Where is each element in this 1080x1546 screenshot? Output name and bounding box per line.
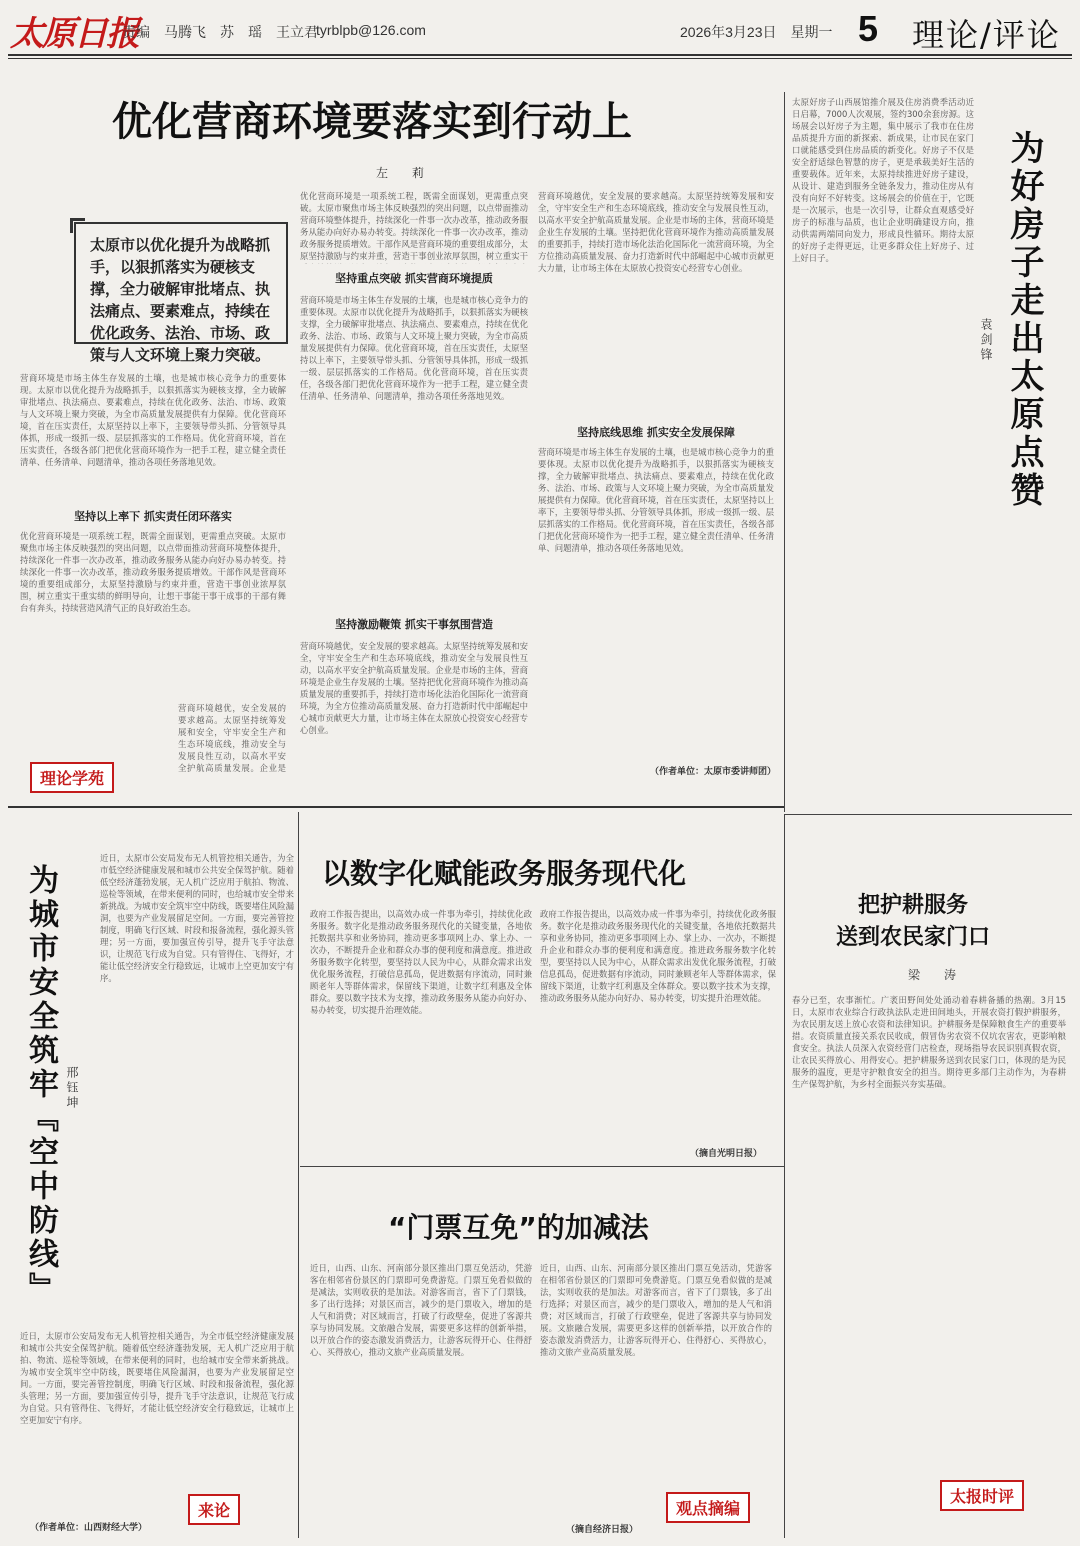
digital-bottom-rule <box>300 1166 784 1167</box>
right-col-divider <box>784 92 785 812</box>
publish-date: 2026年3月23日 星期一 <box>680 24 833 40</box>
newspaper-logo: 太原日报 <box>10 14 138 54</box>
main-body-col1c: 营商环境越优，安全发展的要求越高。太原坚持统筹发展和安全，守牢安全生产和生态环境底线，推动安全与发展良性互动，以高水平安全护航高质量发展。企业是 <box>178 703 286 773</box>
left-article-body: 近日，太原市公安局发布无人机管控相关通告，为全市低空经济健康发展和城市公共安全保驾护航。随着低空经济蓬勃发展，无人机广泛应用于航拍、物流、巡检等领域，在带来便利的同时，也给城市安全带来新挑战。为城市安全筑牢空中防线，既要堵住风险漏洞，也要为产业发展留足空间。一方面，要完善管控制度，明确飞行区域、时段和报备流程，强化源头管理；另一方面，要加强宣传引导，提升飞手守法意识，让规范飞行成为自觉。只有管得住、飞得好，才能让低空经济安全行稳致远，让城市上空更加安宁有序。 <box>100 853 294 983</box>
main-body-col1b: 优化营商环境是一项系统工程，既需全面谋划，更需重点突破。太原市聚焦市场主体反映强烈的突出问题，以点带面推动营商环境整体提升，持续深化一件事一次办改革，推动政务服务从能办向好办易办转变。持续深化一件事一次办改革，推动政务服务提质增效。干部作风是营商环境的重要组成部分，太原坚持激励与约束并重，营造干事创业浓厚氛围，树立重实干重实绩的鲜明导向，让想干事能干事干成事的干部有舞台有奔头，持续营造风清气正的良好政治生态。 <box>20 531 286 613</box>
email-address: tyrblpb@126.com <box>316 22 426 38</box>
digital-headline: 以数字化赋能政务服务现代化 <box>322 857 687 890</box>
main-subhead-2: 坚持重点突破 抓实营商环境提质 <box>335 272 493 285</box>
left-col-divider <box>298 812 299 1538</box>
tag-laisun: 来论 <box>188 1494 240 1525</box>
farm-body: 春分已至，农事渐忙。广袤田野间处处涌动着春耕备播的热潮。3月15日，太原市农业综合行政执法队走进田间地头，开展农资打假护耕服务，为农民朋友送上放心农资和法律知识。护耕服务是保障粮食生产的重要举措。农资质量直接关系农民收成，假冒伪劣农资不仅坑农害农，更影响粮食安全。执法人员深入农资经营门店检查，现场指导农民识别真假农资，让农民买得放心、用得安心。把护耕服务送到农民家门口，体现的是为民服务的温度，更是守护粮食安全的担当。期待更多部门主动作为，为春耕生产保驾护航，为乡村全面振兴夯实基础。 <box>792 995 1066 1089</box>
mid-rule <box>8 806 784 808</box>
tag-taibao: 太报时评 <box>940 1480 1024 1511</box>
ticket-headline: “门票互免”的加减法 <box>388 1211 649 1244</box>
top-rule-thin <box>8 58 1072 59</box>
left-article-headline: 为城市安全筑牢『空中防线』 <box>23 864 58 1306</box>
right-mid-rule <box>784 814 1072 815</box>
main-body-col2b: 营商环境是市场主体生存发展的土壤，也是城市核心竞争力的重要体现。太原市以优化提升为战略抓手，以狠抓落实为硬核支撑，全力破解审批堵点、执法痛点、要素难点，持续在优化政务、法治、市场、政策与人文环境上聚力突破，为全市高质量发展提供有力保障。优化营商环境，首在压实责任，太原坚持以上率下，主要领导带头抓、分管领导具体抓，形成一级抓一级、层层抓落实的工作格局。优化营商环境，首在压实责任，各级各部门把优化营商环境作为一把手工程，建立健全责任清单、任务清单、问题清单，推动各项任务落地见效。 <box>300 295 528 401</box>
main-headline: 优化营商环境要落实到行动上 <box>112 99 632 145</box>
tag-theory: 理论学苑 <box>30 762 114 793</box>
lead-box: 太原市以优化提升为战略抓手，以狠抓落实为硬核支撑，全力破解审批堵点、执法痛点、要素难点，持续在优化政务、法治、市场、政策与人文环境上聚力突破。 <box>74 222 288 344</box>
main-subhead-1: 坚持以上率下 抓实责任闭环落实 <box>74 510 232 523</box>
section-title: 理论/评论 <box>912 16 1061 54</box>
main-subhead-3: 坚持激励鞭策 抓实干事氛围营造 <box>335 618 493 631</box>
top-rule <box>8 54 1072 56</box>
editor-line: 责编 马腾飞 苏 瑶 王立君 <box>122 24 318 40</box>
farm-headline-line2: 送到农民家门口 <box>836 925 991 950</box>
tag-views: 观点摘编 <box>666 1492 750 1523</box>
main-body-col2c: 营商环境越优，安全发展的要求越高。太原坚持统筹发展和安全，守牢安全生产和生态环境底线，推动安全与发展良性互动，以高水平安全护航高质量发展。企业是市场的主体，营商环境是企业生存发展的土壤。坚持把优化营商环境作为推动高质量发展的重要抓手，持续打造市场化法治化国际化一流营商环境，为全方位推动高质量发展、奋力打造新时代中部崛起中心城市贡献更大力量，让市场主体在太原放心投资安心经营专心创业。 <box>300 641 528 735</box>
left-article-body2: 近日，太原市公安局发布无人机管控相关通告，为全市低空经济健康发展和城市公共安全保驾护航。随着低空经济蓬勃发展，无人机广泛应用于航拍、物流、巡检等领域，在带来便利的同时，也给城市安全带来新挑战。为城市安全筑牢空中防线，既要堵住风险漏洞，也要为产业发展留足空间。一方面，要完善管控制度，明确飞行区域、时段和报备流程，强化源头管理；另一方面，要加强宣传引导，提升飞手守法意识，让规范飞行成为自觉。只有管得住、飞得好，才能让低空经济安全行稳致远，让城市上空更加安宁有序。 <box>20 1331 294 1425</box>
left-article-credit: （作者单位：山西财经大学） <box>30 1523 148 1533</box>
main-subhead-4: 坚持底线思维 抓实安全发展保障 <box>577 426 735 439</box>
ticket-body-col2: 近日，山西、山东、河南部分景区推出门票互免活动，凭游客在相邻省份景区的门票即可免费游览。门票互免看似做的是减法，实则收获的是加法。对游客而言，省下了门票钱，多了出行选择；对景区而言，减少的是门票收入，增加的是人气和消费；对区域而言，打破了行政壁垒，促进了客源共享与协同发展。文旅融合发展，需要更多这样的创新举措，以开放合作的姿态激发消费活力，让游客玩得开心、住得舒心、买得放心，推动文旅产业高质量发展。 <box>540 1263 772 1357</box>
farm-divider <box>784 814 785 1538</box>
ticket-body-col1: 近日，山西、山东、河南部分景区推出门票互免活动，凭游客在相邻省份景区的门票即可免费游览。门票互免看似做的是减法，实则收获的是加法。对游客而言，省下了门票钱，多了出行选择；对景区而言，减少的是门票收入，增加的是人气和消费；对区域而言，打破了行政壁垒，促进了客源共享与协同发展。文旅融合发展，需要更多这样的创新举措，以开放合作的姿态激发消费活力，让游客玩得开心、住得舒心、买得放心，推动文旅产业高质量发展。 <box>310 1263 532 1357</box>
main-body-col1: 营商环境是市场主体生存发展的土壤，也是城市核心竞争力的重要体现。太原市以优化提升为战略抓手，以狠抓落实为硬核支撑，全力破解审批堵点、执法痛点、要素难点，持续在优化政务、法治、市场、政策与人文环境上聚力突破，为全市高质量发展提供有力保障。优化营商环境，首在压实责任，太原坚持以上率下，主要领导带头抓、分管领导具体抓，形成一级抓一级、层层抓落实的工作格局。优化营商环境，首在压实责任，各级各部门把优化营商环境作为一把手工程，建立健全责任清单、任务清单、问题清单，推动各项任务落地见效。 <box>20 373 286 467</box>
left-article-author: 邢钰坤 <box>65 1066 79 1111</box>
main-body-col3b: 营商环境是市场主体生存发展的土壤，也是城市核心竞争力的重要体现。太原市以优化提升为战略抓手，以狠抓落实为硬核支撑，全力破解审批堵点、执法痛点、要素难点，持续在优化政务、法治、市场、政策与人文环境上聚力突破，为全市高质量发展提供有力保障。优化营商环境，首在压实责任，太原坚持以上率下，主要领导带头抓、分管领导具体抓，形成一级抓一级、层层抓落实的工作格局。优化营商环境，首在压实责任，各级各部门把优化营商环境作为一把手工程，建立健全责任清单、任务清单、问题清单，推动各项任务落地见效。 <box>538 447 774 553</box>
digital-body-col1: 政府工作报告提出，以高效办成一件事为牵引，持续优化政务服务。数字化是推动政务服务现代化的关键变量，各地依托数据共享和业务协同，推动更多事项网上办、掌上办、一次办，不断提升企业和群众办事的便利度和满意度。推进政务服务数字化转型，要坚持以人民为中心，从群众需求出发优化服务流程，打破信息孤岛，促进数据有序流动，同时兼顾老年人等群体需求，保留线下渠道，让数字红利惠及全体群众。要以数字技术为支撑，推动政务服务从能办向好办、易办转变，切实提升治理效能。 <box>310 909 532 1015</box>
main-author: 左 莉 <box>376 166 431 180</box>
ticket-credit: （摘自经济日报） <box>566 1525 639 1535</box>
main-body-col3a: 营商环境越优，安全发展的要求越高。太原坚持统筹发展和安全，守牢安全生产和生态环境底线，推动安全与发展良性互动，以高水平安全护航高质量发展。企业是市场的主体，营商环境是企业生存发展的土壤。坚持把优化营商环境作为推动高质量发展的重要抓手，持续打造市场化法治化国际化一流营商环境，为全方位推动高质量发展、奋力打造新时代中部崛起中心城市贡献更大力量，让市场主体在太原放心投资安心经营专心创业。 <box>538 191 774 273</box>
main-body-col2a: 优化营商环境是一项系统工程，既需全面谋划，更需重点突破。太原市聚焦市场主体反映强烈的突出问题，以点带面推动营商环境整体提升，持续深化一件事一次办改革，推动政务服务从能办向好办易办转变。持续深化一件事一次办改革，推动政务服务提质增效。干部作风是营商环境的重要组成部分，太原坚持激励与约束并重，营造干事创业浓厚氛围，树立重实干 <box>300 191 528 261</box>
page-number: 5 <box>858 8 879 49</box>
right-article-headline: 为好房子走出太原点赞 <box>1004 130 1044 510</box>
right-article-author: 袁剑锋 <box>979 318 993 363</box>
main-credit: （作者单位：太原市委讲师团） <box>650 767 777 777</box>
digital-credit: （摘自光明日报） <box>690 1149 763 1159</box>
right-article-body: 太原好房子山西展馆推介展及住房消费季活动近日启幕，7000人次观展，签约300余套房源。这场展会以好房子为主题，集中展示了我市在住房品质提升方面的新探索、新成果，让市民在家门口就能感受到住房品质的新变化。好房子不仅是安全舒适绿色智慧的房子，更是承载美好生活的重要载体。近年来，太原持续推进好房子建设，从设计、建造到服务全链条发力，推动住房从有没有向好不好转变。这场展会的价值在于，它既是一次展示，也是一次引导，让群众直观感受好房子的标准与品质，也让企业明确建设方向，推动供需两端同向发力，形成良性循环。期待太原的好房子走得更远，让更多群众住上好房子、过上好日子。 <box>792 97 974 263</box>
farm-author: 梁 涛 <box>908 968 963 982</box>
farm-headline-line1: 把护耕服务 <box>858 893 969 918</box>
digital-body-col2: 政府工作报告提出，以高效办成一件事为牵引，持续优化政务服务。数字化是推动政务服务现代化的关键变量，各地依托数据共享和业务协同，推动更多事项网上办、掌上办、一次办，不断提升企业和群众办事的便利度和满意度。推进政务服务数字化转型，要坚持以人民为中心，从群众需求出发优化服务流程，打破信息孤岛，促进数据有序流动，同时兼顾老年人等群体需求，保留线下渠道，让数字红利惠及全体群众。要以数字技术为支撑，推动政务服务从能办向好办、易办转变，切实提升治理效能。 <box>540 909 776 1003</box>
